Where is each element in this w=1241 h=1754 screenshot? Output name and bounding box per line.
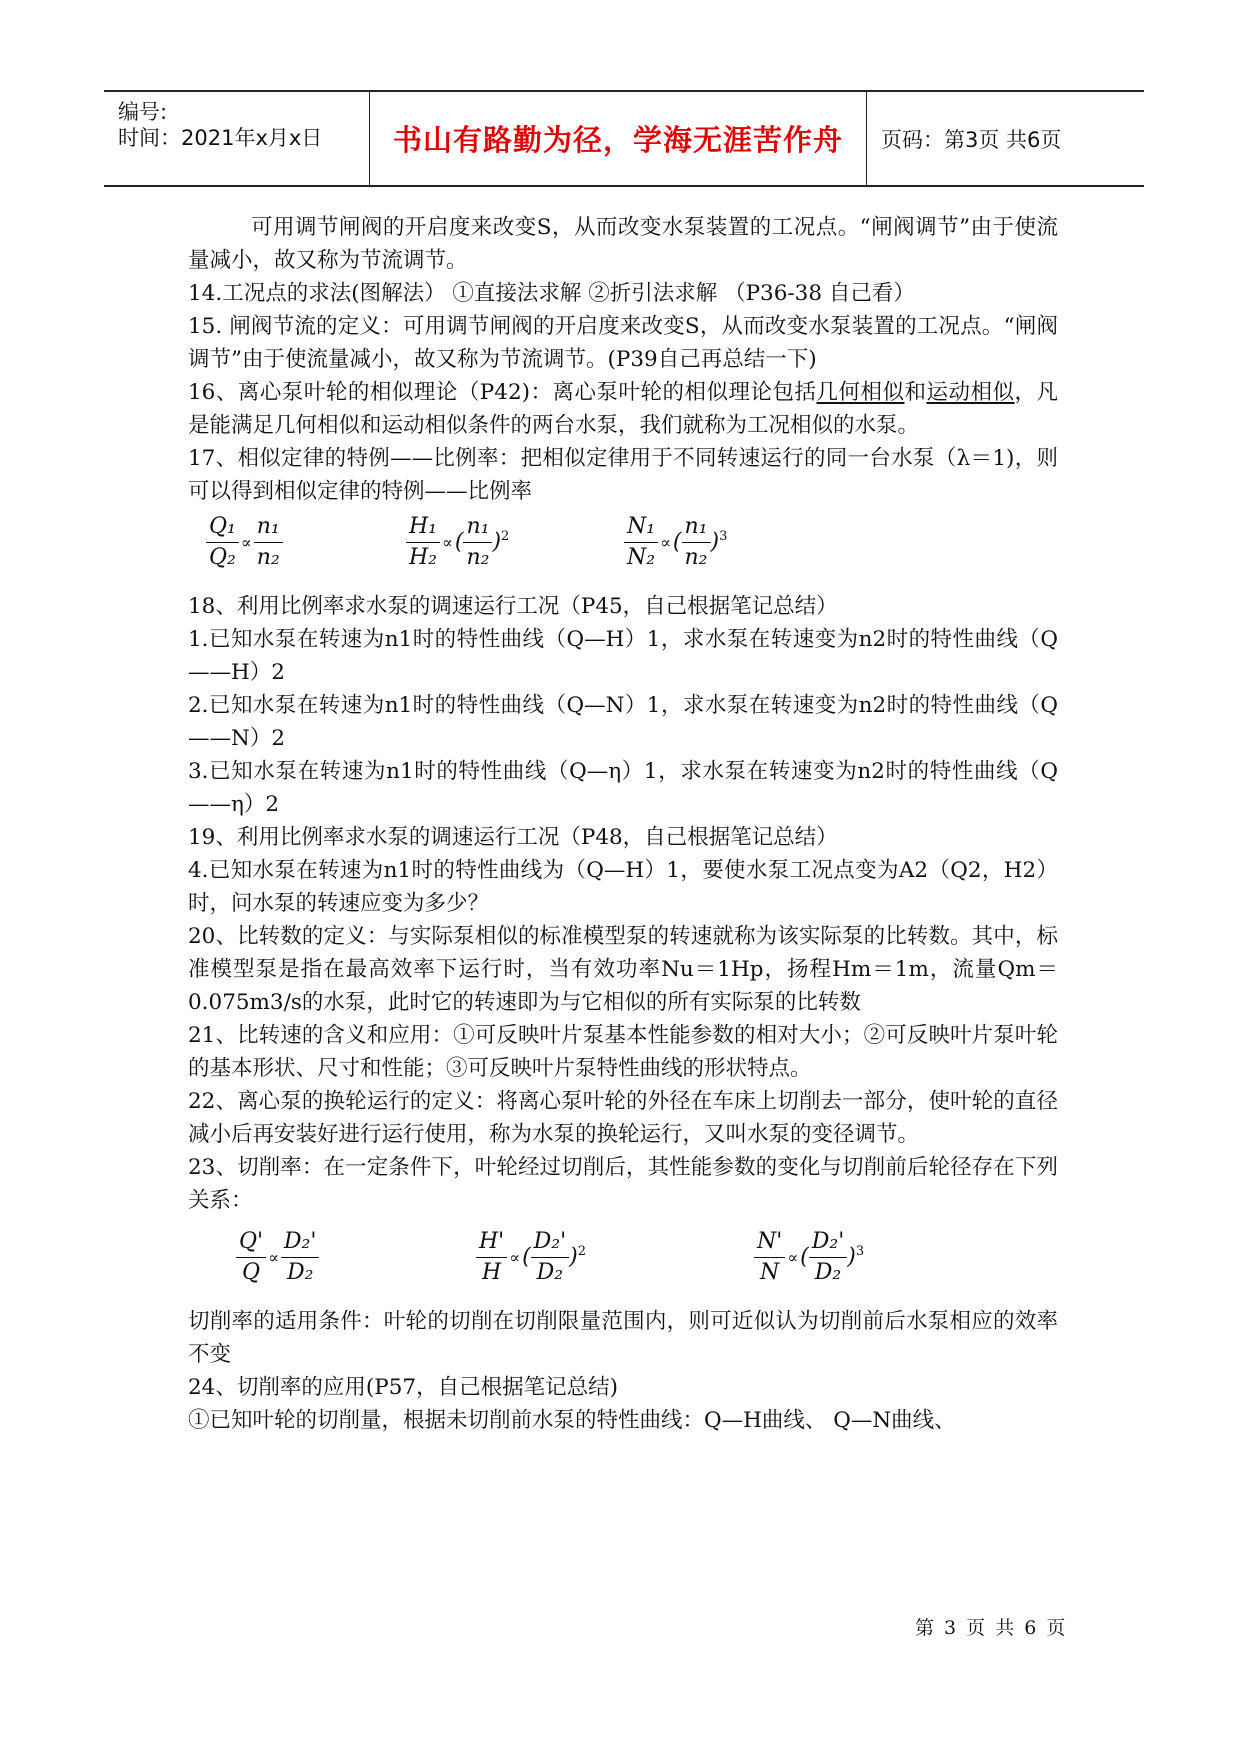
paragraph: 17、相似定律的特例——比例率：把相似定律用于不同转速运行的同一台水泵（λ＝1)，则可以得到相似定律的特例——比例率	[188, 446, 1058, 504]
paragraph: 23、切削率：在一定条件下，叶轮经过切削后，其性能参数的变化与切削前后轮径存在下列关系：	[188, 1155, 1058, 1213]
cutting-law-formulas	[188, 1217, 1058, 1305]
document-time-label: 时间：2021年x月x日	[118, 126, 323, 150]
formula-power: $\frac{\text{N₁}}{\text{N₂}}$ ∝( $\frac{\text{n₁}}{\text{n₂}}$ )$^3$	[624, 512, 727, 573]
paragraph: 19、利用比例率求水泵的调速运行工况（P48，自己根据笔记总结）	[188, 825, 838, 850]
text-run: 和	[904, 380, 927, 405]
paragraph: 20、比转数的定义：与实际泵相似的标准模型泵的转速就称为该实际泵的比转数。其中，标准模型泵是指在最高效率下运行时，当有效功率Nu＝1Hp，扬程Hm＝1m，流量Qm＝0.075m3/s的水泵，此时它的转速即为与它相似的所有实际泵的比转数	[188, 924, 1058, 1015]
text-run: ，凡是能满足几何相似和运动相似条件的两台水泵，我们就称为工况相似的水泵。	[188, 380, 1058, 438]
underlined-term: 运动相似	[926, 380, 1015, 405]
page-header	[104, 90, 1144, 187]
paragraph: 切削率的适用条件：叶轮的切削在切削限量范围内，则可近似认为切削前后水泵相应的效率不变	[188, 1309, 1058, 1367]
underlined-term: 几何相似	[816, 380, 905, 405]
text-run: 16、离心泵叶轮的相似理论（P42)：离心泵叶轮的相似理论包括	[188, 380, 817, 405]
paragraph: 2.已知水泵在转速为n1时的特性曲线（Q—N）1，求水泵在转速变为n2时的特性曲线（Q——N）2	[188, 693, 1058, 751]
paragraph: 15. 闸阀节流的定义：可用调节闸阀的开启度来改变S，从而改变水泵装置的工况点。“闸阀调节”由于使流量减小，故又称为节流调节。(P39自己再总结一下)	[188, 314, 1058, 372]
formula-cut-power: $\frac{N'}{N}$ ∝( $\frac{\text{D₂'}}{\text{D₂}}$ )$^3$	[754, 1227, 864, 1288]
paragraph: 1.已知水泵在转速为n1时的特性曲线（Q—H）1，求水泵在转速变为n2时的特性曲线（Q——H）2	[188, 627, 1058, 685]
paragraph: 21、比转速的含义和应用：①可反映叶片泵基本性能参数的相对大小；②可反映叶片泵叶轮的基本形状、尺寸和性能；③可反映叶片泵特性曲线的形状特点。	[188, 1023, 1058, 1081]
paragraph: 24、切削率的应用(P57，自己根据笔记总结)	[188, 1375, 618, 1400]
page-footer: 第 3 页 共 6 页	[915, 1617, 1068, 1639]
header-motto: 书山有路勤为径，学海无涯苦作舟	[392, 123, 843, 157]
paragraph: 可用调节闸阀的开启度来改变S，从而改变水泵装置的工况点。“闸阀调节”由于使流量减小，故又称为节流调节。	[188, 215, 1058, 273]
header-motto-cell	[370, 92, 867, 185]
paragraph	[188, 376, 1058, 442]
header-page-label: 页码：第3页 共6页	[881, 128, 1062, 152]
paragraph: ①已知叶轮的切削量，根据未切削前水泵的特性曲线：Q—H曲线、 Q—N曲线、	[188, 1408, 956, 1433]
formula-cut-head: $\frac{H'}{H}$ ∝( $\frac{\text{D₂'}}{\text{D₂}}$ )$^2$	[476, 1227, 586, 1288]
proportional-law-formulas	[188, 508, 1058, 590]
formula-head: $\frac{\text{H₁}}{\text{H₂}}$ ∝( $\frac{\text{n₁}}{\text{n₂}}$ )$^2$	[406, 512, 509, 573]
paragraph: 18、利用比例率求水泵的调速运行工况（P45，自己根据笔记总结）	[188, 594, 838, 619]
formula-flow: $\frac{\text{Q₁}}{\text{Q₂}}$ ∝ $\frac{\text{n₁}}{\text{n₂}}$	[206, 512, 283, 573]
paragraph: 22、离心泵的换轮运行的定义：将离心泵叶轮的外径在车床上切削去一部分，使叶轮的直径减小后再安装好进行运行使用，称为水泵的换轮运行，又叫水泵的变径调节。	[188, 1089, 1058, 1147]
document-body	[188, 211, 1058, 1437]
document-number-label: 编号:	[118, 100, 168, 124]
paragraph: 14.工况点的求法(图解法） ①直接法求解 ②折引法求解 （P36-38 自己看）	[188, 281, 915, 306]
header-info-cell	[104, 92, 370, 185]
paragraph: 3.已知水泵在转速为n1时的特性曲线（Q—η）1，求水泵在转速变为n2时的特性曲线（Q——η）2	[188, 759, 1058, 817]
formula-cut-flow: $\frac{Q'}{Q}$ ∝ $\frac{\text{D₂'}}{\text{D₂}}$	[236, 1227, 319, 1288]
paragraph: 4.已知水泵在转速为n1时的特性曲线为（Q—H）1，要使水泵工况点变为A2（Q2，H2）时，问水泵的转速应变为多少？	[188, 858, 1058, 916]
header-page-cell	[867, 92, 1144, 185]
